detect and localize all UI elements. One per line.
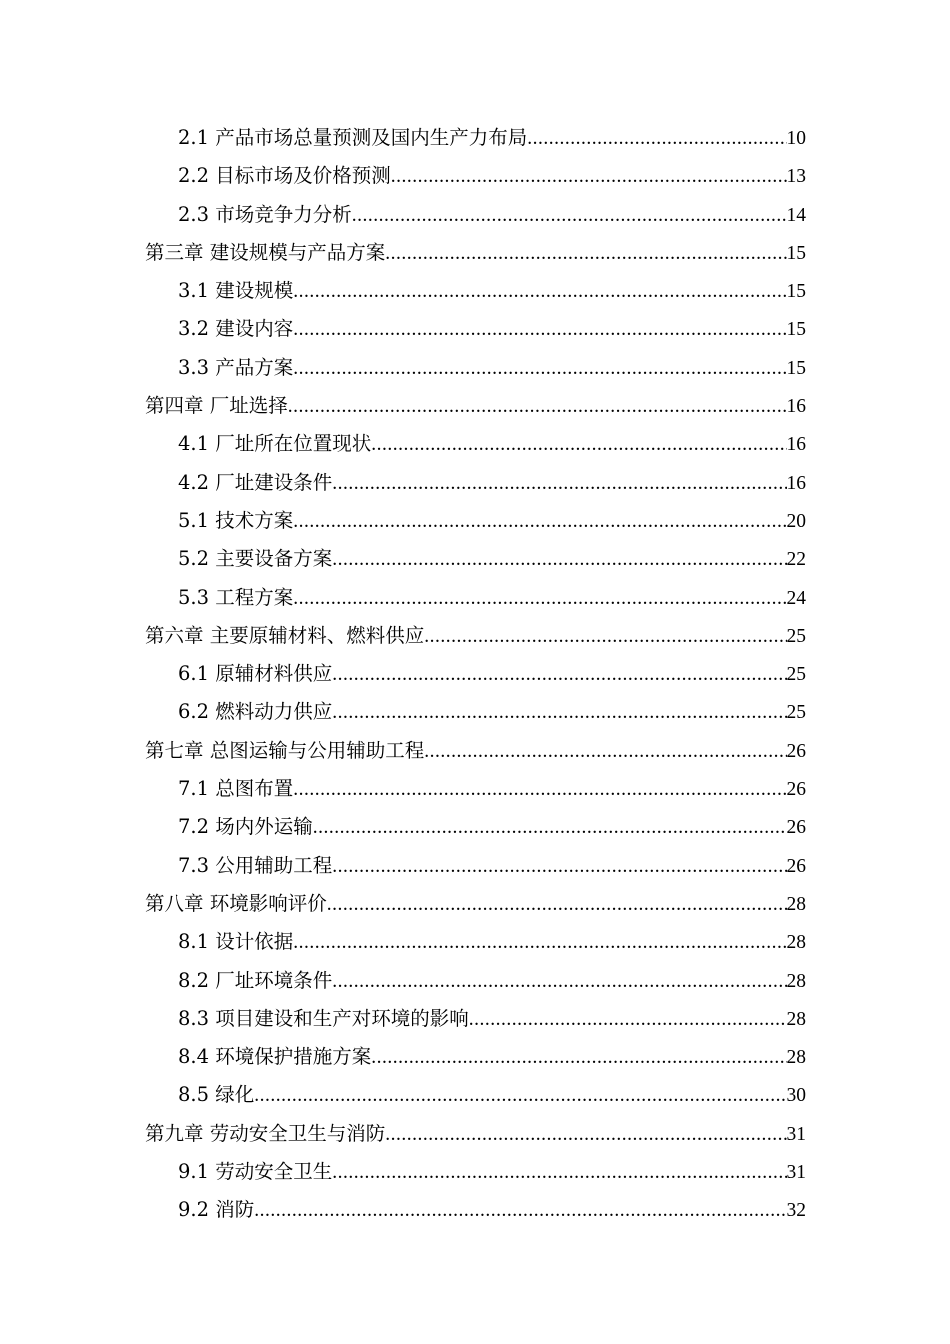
toc-leader-dots [527, 120, 786, 158]
toc-page-number: 32 [786, 1200, 806, 1222]
toc-entry-title: 8.3 项目建设和生产对环境的影响 [178, 1006, 469, 1030]
toc-page-number: 20 [786, 510, 806, 532]
toc-page-number: 26 [786, 779, 806, 801]
toc-entry-title: 7.2 场内外运输 [178, 815, 313, 839]
toc-leader-dots [332, 1154, 786, 1192]
toc-leader-dots [293, 350, 786, 388]
toc-chapter-entry[interactable] [145, 234, 806, 272]
toc-entry-title: 9.1 劳动安全卫生 [178, 1160, 333, 1184]
toc-section-entry[interactable] [145, 923, 806, 961]
toc-entry-title: 6.2 燃料动力供应 [178, 700, 333, 724]
toc-entry-title: 3.3 产品方案 [178, 355, 294, 379]
toc-page-number: 28 [786, 893, 806, 915]
toc-leader-dots [313, 809, 787, 847]
toc-page-number: 28 [786, 1008, 806, 1030]
toc-entry-title: 3.1 建设规模 [178, 279, 294, 303]
toc-page-number: 25 [786, 625, 806, 647]
toc-leader-dots [327, 886, 787, 924]
toc-entry-title: 8.4 环境保护措施方案 [178, 1045, 372, 1069]
toc-page-number: 30 [786, 1085, 806, 1107]
toc-entry-title: 9.2 消防 [178, 1198, 255, 1222]
toc-entry-title: 第三章 建设规模与产品方案 [145, 240, 386, 264]
toc-section-entry[interactable] [145, 502, 806, 540]
toc-chapter-entry[interactable] [145, 617, 806, 655]
toc-page-number: 28 [786, 932, 806, 954]
toc-leader-dots [293, 273, 786, 311]
toc-entry-title: 6.1 原辅材料供应 [178, 662, 333, 686]
toc-page-number: 26 [786, 817, 806, 839]
toc-section-entry[interactable] [145, 540, 806, 578]
toc-entry-title: 2.2 目标市场及价格预测 [178, 164, 391, 188]
toc-entry-title: 7.3 公用辅助工程 [178, 853, 333, 877]
toc-entry-title: 第八章 环境影响评价 [145, 891, 327, 915]
toc-entry-title: 7.1 总图布置 [178, 777, 294, 801]
toc-section-entry[interactable] [145, 1076, 806, 1114]
toc-entry-title: 2.3 市场竞争力分析 [178, 202, 352, 226]
toc-leader-dots [254, 1192, 786, 1230]
toc-leader-dots [293, 580, 786, 618]
toc-page-number: 25 [786, 702, 806, 724]
toc-entry-title: 4.1 厂址所在位置现状 [178, 432, 372, 456]
toc-leader-dots [391, 158, 787, 196]
toc-leader-dots [293, 771, 786, 809]
toc-leader-dots [293, 924, 786, 962]
toc-section-entry[interactable] [145, 808, 806, 846]
toc-section-entry[interactable] [145, 425, 806, 463]
toc-section-entry[interactable] [145, 464, 806, 502]
toc-page-number: 31 [786, 1123, 806, 1145]
toc-section-entry[interactable] [145, 196, 806, 234]
toc-section-entry[interactable] [145, 1153, 806, 1191]
toc-leader-dots [469, 1001, 787, 1039]
toc-entry-title: 8.1 设计依据 [178, 930, 294, 954]
toc-leader-dots [332, 963, 786, 1001]
toc-section-entry[interactable] [145, 579, 806, 617]
toc-leader-dots [332, 694, 786, 732]
table-of-contents [145, 119, 806, 1230]
toc-section-entry[interactable] [145, 310, 806, 348]
toc-leader-dots [385, 235, 786, 273]
toc-section-entry[interactable] [145, 847, 806, 885]
toc-section-entry[interactable] [145, 1000, 806, 1038]
toc-page-number: 22 [786, 549, 806, 571]
toc-page-number: 26 [786, 855, 806, 877]
toc-page-number: 24 [786, 587, 806, 609]
toc-entry-title: 3.2 建设内容 [178, 317, 294, 341]
toc-leader-dots [332, 465, 786, 503]
toc-leader-dots [254, 1077, 786, 1115]
toc-leader-dots [424, 618, 786, 656]
toc-page-number: 15 [786, 319, 806, 341]
toc-page-number: 25 [786, 664, 806, 686]
toc-section-entry[interactable] [145, 1191, 806, 1229]
toc-leader-dots [288, 388, 787, 426]
toc-entry-title: 第四章 厂址选择 [145, 394, 288, 418]
toc-leader-dots [385, 1116, 786, 1154]
toc-chapter-entry[interactable] [145, 1115, 806, 1153]
toc-page-number: 26 [786, 740, 806, 762]
toc-page-number: 28 [786, 1047, 806, 1069]
toc-entry-title: 第七章 总图运输与公用辅助工程 [145, 738, 425, 762]
toc-entry-title: 第六章 主要原辅材料、燃料供应 [145, 623, 425, 647]
toc-chapter-entry[interactable] [145, 387, 806, 425]
toc-section-entry[interactable] [145, 770, 806, 808]
toc-entry-title: 8.5 绿化 [178, 1083, 255, 1107]
toc-chapter-entry[interactable] [145, 732, 806, 770]
toc-leader-dots [332, 848, 786, 886]
toc-page-number: 13 [786, 166, 806, 188]
toc-page-number: 15 [786, 357, 806, 379]
toc-entry-title: 8.2 厂址环境条件 [178, 968, 333, 992]
toc-entry-title: 5.3 工程方案 [178, 585, 294, 609]
toc-page-number: 14 [786, 204, 806, 226]
toc-section-entry[interactable] [145, 119, 806, 157]
toc-leader-dots [424, 733, 786, 771]
toc-page-number: 16 [786, 472, 806, 494]
toc-section-entry[interactable] [145, 349, 806, 387]
toc-section-entry[interactable] [145, 272, 806, 310]
toc-leader-dots [371, 1039, 786, 1077]
toc-section-entry[interactable] [145, 1038, 806, 1076]
toc-leader-dots [332, 541, 786, 579]
toc-entry-title: 4.2 厂址建设条件 [178, 470, 333, 494]
toc-leader-dots [293, 311, 786, 349]
toc-section-entry[interactable] [145, 693, 806, 731]
toc-entry-title: 2.1 产品市场总量预测及国内生产力布局 [178, 126, 528, 149]
toc-page-number: 15 [786, 242, 806, 264]
toc-page-number: 10 [786, 128, 806, 149]
toc-page-number: 16 [786, 396, 806, 418]
toc-leader-dots [293, 503, 786, 541]
toc-section-entry[interactable] [145, 157, 806, 195]
toc-section-entry[interactable] [145, 962, 806, 1000]
toc-page-number: 31 [786, 1162, 806, 1184]
toc-page-number: 15 [786, 281, 806, 303]
toc-leader-dots [332, 656, 786, 694]
toc-entry-title: 第九章 劳动安全卫生与消防 [145, 1121, 386, 1145]
toc-leader-dots [352, 197, 787, 235]
toc-page-number: 28 [786, 970, 806, 992]
toc-chapter-entry[interactable] [145, 885, 806, 923]
toc-entry-title: 5.1 技术方案 [178, 508, 294, 532]
toc-leader-dots [371, 426, 786, 464]
toc-section-entry[interactable] [145, 655, 806, 693]
toc-entry-title: 5.2 主要设备方案 [178, 547, 333, 571]
toc-page-number: 16 [786, 434, 806, 456]
